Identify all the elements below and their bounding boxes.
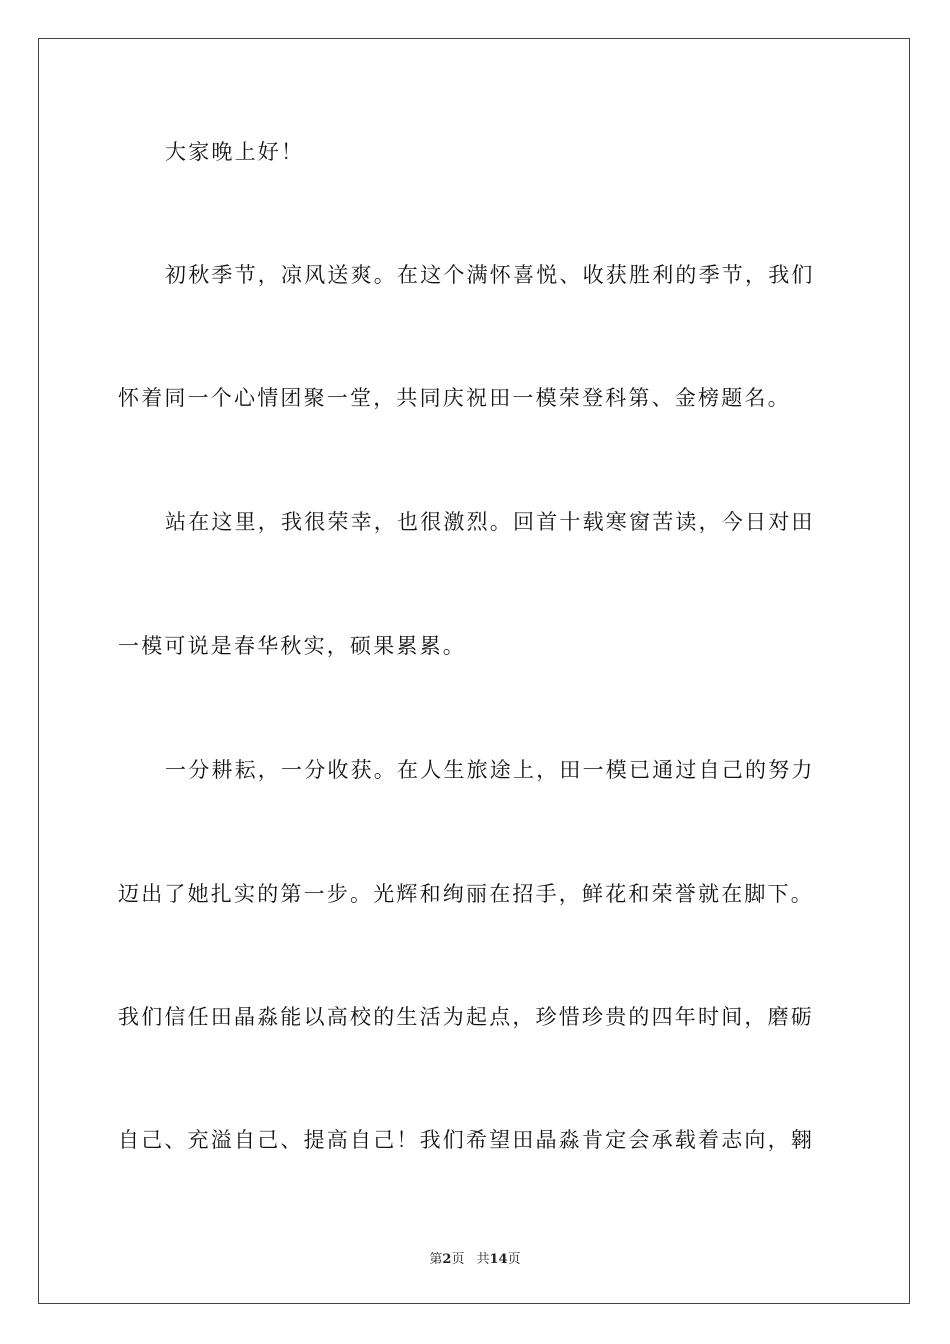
text-line-2: 初秋季节，凉风送爽。在这个满怀喜悦、收获胜利的季节，我们 xyxy=(165,263,815,287)
page-frame xyxy=(38,38,910,1304)
page-suffix: 页 xyxy=(451,1252,465,1267)
total-prefix: 共 xyxy=(476,1252,490,1267)
text-line-7: 迈出了她扎实的第一步。光辉和绚丽在招手，鲜花和荣誉就在脚下。 xyxy=(118,882,814,906)
page-prefix: 第 xyxy=(429,1252,443,1267)
total-pages: 14 xyxy=(489,1252,508,1267)
page-footer xyxy=(0,1248,950,1267)
page-number: 2 xyxy=(442,1252,452,1267)
text-line-8: 我们信任田晶淼能以高校的生活为起点，珍惜珍贵的四年时间，磨砺 xyxy=(118,1005,814,1029)
text-line-1: 大家晚上好！ xyxy=(165,140,305,164)
text-line-5: 一模可说是春华秋实，硕果累累。 xyxy=(118,634,466,658)
text-line-3: 怀着同一个心情团聚一堂，共同庆祝田一模荣登科第、金榜题名。 xyxy=(118,386,791,410)
text-line-4: 站在这里，我很荣幸，也很激烈。回首十载寒窗苦读，今日对田 xyxy=(165,510,815,534)
total-suffix: 页 xyxy=(507,1252,521,1267)
text-line-6: 一分耕耘，一分收获。在人生旅途上，田一模已通过自己的努力 xyxy=(165,758,815,782)
text-line-9: 自己、充溢自己、提高自己！我们希望田晶淼肯定会承载着志向，翱 xyxy=(118,1128,814,1152)
